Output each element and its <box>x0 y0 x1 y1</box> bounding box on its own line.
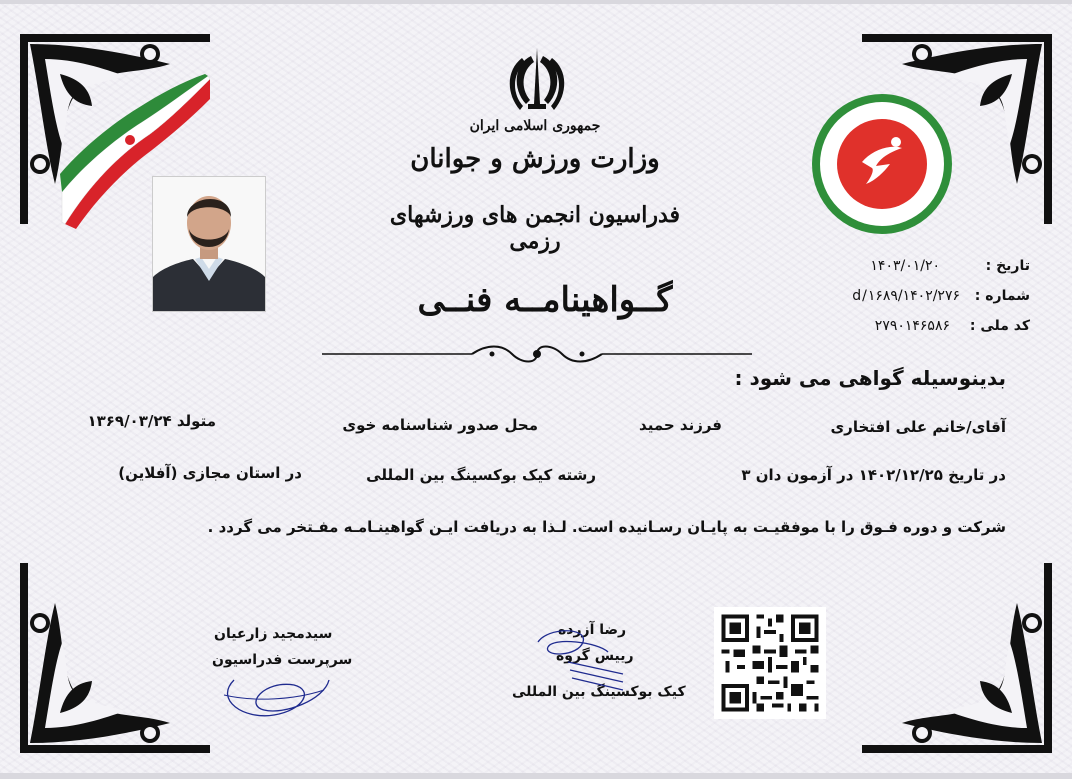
date-value: ۱۴۰۳/۰۱/۲۰ <box>870 258 940 274</box>
closing-line: شرکت و دوره فـوق را با موفقیـت به پایـان رسـانیده است. لـذا به دریافت ایـن گواهینـامـه مفـتخر می گردد . <box>207 518 1006 536</box>
iran-emblem-icon <box>504 44 570 114</box>
mid-signature-scribble <box>528 622 628 702</box>
federation-logo <box>810 92 955 237</box>
number-label: شماره : <box>974 288 1030 304</box>
ministry-heading: وزارت ورزش و جوانان <box>410 144 660 174</box>
mid-signatory-subtitle: کیک بوکسینگ بین المللی <box>512 684 686 700</box>
republic-heading: جمهوری اسلامی ایران <box>469 118 601 134</box>
certificate-title: گــواهینامــه فنــی <box>417 280 673 320</box>
date-label: تاریخ : <box>985 258 1030 274</box>
number-value: ۱۴۰۲/۲۷۶/d/۱۶۸۹ <box>852 288 960 304</box>
intro-line: بدینوسیله گواهی می شود : <box>734 366 1006 390</box>
exam-date-line: در تاریخ ۱۴۰۲/۱۲/۲۵ در آزمون دان ۳ <box>741 466 1006 484</box>
holder-name: آقای/خانم علی افتخاری <box>830 418 1006 436</box>
corner-ornament-bottom-right <box>862 563 1052 753</box>
mid-signatory-name: رضا آزرده <box>558 622 627 638</box>
birthplace: محل صدور شناسنامه خوی <box>342 416 538 434</box>
father-name: فرزند حمید <box>639 416 722 434</box>
left-signatory-name: سیدمجید زارعیان <box>214 626 333 642</box>
province-line: در استان مجازی (آفلاین) <box>118 464 302 482</box>
corner-ornament-bottom-left <box>20 563 210 753</box>
birth-date: متولد ۱۳۶۹/۰۳/۲۴ <box>87 412 216 430</box>
left-signatory-title: سرپرست فدراسیون <box>212 652 353 668</box>
ornamental-divider <box>322 344 752 364</box>
qr-code <box>714 607 826 719</box>
national-id-value: ۲۷۹۰۱۴۶۵۸۶ <box>874 318 950 334</box>
mid-signatory-title: رییس گروه <box>556 648 634 664</box>
national-id-label: کد ملی : <box>969 318 1030 334</box>
holder-photo <box>152 176 266 312</box>
left-signature-scribble <box>214 660 334 730</box>
field-line: رشته کیک بوکسینگ بین المللی <box>366 466 596 484</box>
federation-heading: فدراسیون انجمن های ورزشهای رزمی <box>389 202 681 254</box>
